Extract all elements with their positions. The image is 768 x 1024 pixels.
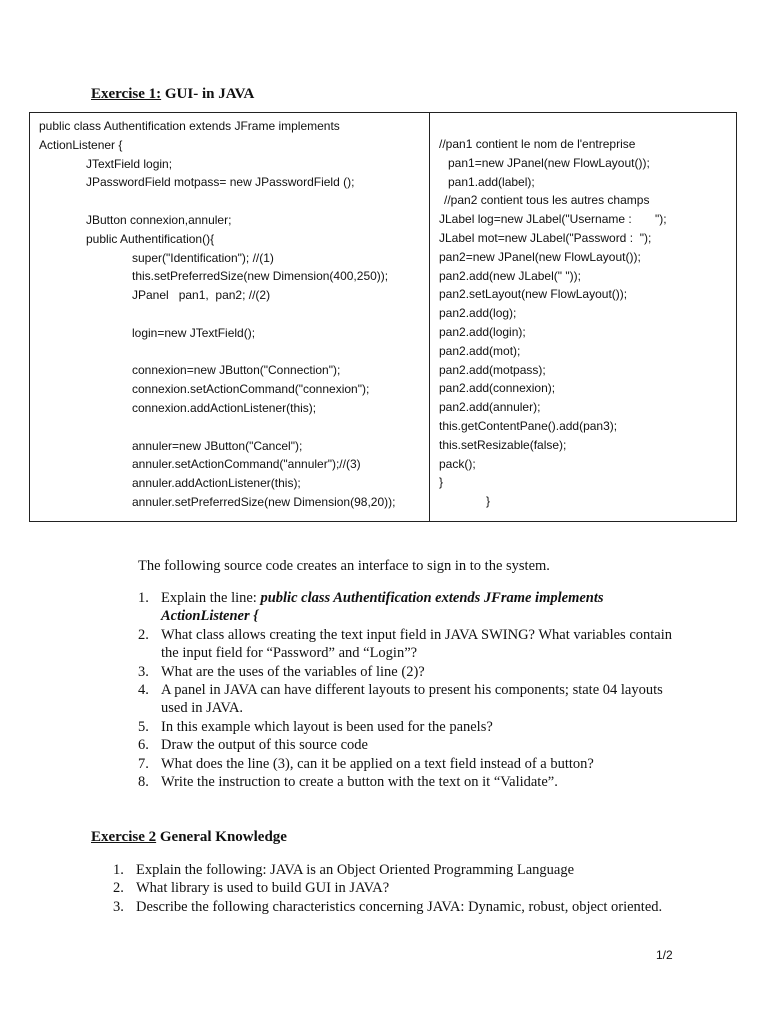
question-item: [138, 718, 678, 736]
question-number: 6.: [138, 737, 149, 754]
question-text-plain: Describe the following characteristics concerning JAVA: Dynamic, robust, object oriented.: [136, 898, 663, 915]
page-number: 1/2: [656, 948, 673, 962]
question-item: [138, 736, 678, 754]
question-number: 3.: [138, 663, 149, 680]
code-line: pan2.add(login);: [439, 324, 526, 339]
code-line: ActionListener {: [39, 137, 123, 152]
question-number: 7.: [138, 755, 149, 772]
question-text-plain: Write the instruction to create a button with the text on it “Validate”.: [161, 774, 558, 791]
question-item: [113, 879, 673, 897]
question-text-plain: In this example which layout is been used for the panels?: [161, 718, 493, 735]
code-line: pan2.add(motpass);: [439, 362, 546, 377]
question-text: [136, 879, 673, 897]
question-item: [138, 681, 678, 718]
code-line: this.setPreferredSize(new Dimension(400,250));: [132, 269, 389, 284]
question-text-plain: What library is used to build GUI in JAVA?: [136, 880, 390, 897]
exercise-2-title: [91, 829, 287, 846]
code-line: JPasswordField motpass= new JPasswordField ();: [86, 175, 355, 190]
code-column-left: [30, 113, 430, 521]
code-line: //pan1 contient le nom de l'entreprise: [439, 137, 636, 151]
question-number: 5.: [138, 718, 149, 735]
question-text: [161, 773, 678, 791]
code-line: annuler.setPreferredSize(new Dimension(98,20));: [132, 494, 396, 509]
question-text: [161, 718, 678, 736]
code-line: JPanel pan1, pan2; //(2): [132, 288, 271, 303]
question-number: 1.: [113, 862, 124, 878]
question-item: [138, 663, 678, 681]
code-line: [39, 418, 429, 437]
code-line: JTextField login;: [86, 156, 173, 171]
exercise-1-label: Exercise 1:: [91, 86, 162, 102]
code-line: }: [486, 494, 491, 509]
code-line: connexion.setActionCommand("connexion");: [132, 382, 370, 397]
code-line: [39, 343, 429, 362]
code-line: pan2.add(mot);: [439, 343, 521, 358]
question-text-plain: Explain the following: JAVA is an Object Oriented Programming Language: [136, 862, 575, 878]
code-line: pan2.add(connexion);: [439, 381, 556, 396]
question-text-plain: What class allows creating the text input field in JAVA SWING? What variables contain the input field for “Password” and “Login”?: [161, 626, 673, 662]
code-line: [39, 305, 429, 324]
question-text: [161, 663, 678, 681]
question-text: [136, 898, 673, 916]
question-text-plain: Explain the line:: [161, 590, 261, 606]
question-item: [138, 626, 678, 663]
code-line: annuler.addActionListener(this);: [132, 476, 301, 491]
code-line: pan2.setLayout(new FlowLayout());: [439, 287, 628, 302]
code-line: this.setResizable(false);: [439, 437, 567, 452]
exercise-2-label: Exercise 2: [91, 829, 157, 845]
code-line: public class Authentification extends JFrame implements: [39, 119, 340, 133]
question-text-plain: A panel in JAVA can have different layouts to present his components; state 04 layouts used in JAVA.: [161, 682, 663, 717]
exercise-1-title: [91, 86, 254, 103]
question-text: [161, 755, 678, 773]
code-line: public Authentification(){: [86, 231, 215, 246]
code-line: annuler.setActionCommand("annuler");//(3): [132, 457, 361, 472]
question-text-plain: What are the uses of the variables of line (2)?: [161, 663, 425, 680]
question-number: 1.: [138, 590, 149, 606]
question-text: [161, 589, 678, 626]
question-item: [138, 589, 678, 626]
question-text: [161, 736, 678, 754]
question-number: 4.: [138, 682, 149, 699]
exercise-2-questions: [113, 861, 673, 916]
question-item: [113, 861, 673, 879]
exercise-2-subject: General Knowledge: [156, 829, 287, 845]
exercise-1-subject: GUI- in JAVA: [161, 86, 255, 102]
question-number: 8.: [138, 774, 149, 791]
code-line: pan2.add(log);: [439, 306, 517, 321]
question-text: [161, 681, 678, 718]
code-line: pan2.add(annuler);: [439, 400, 541, 415]
code-line: JLabel mot=new JLabel("Password : ");: [439, 230, 652, 245]
code-line: connexion.addActionListener(this);: [132, 400, 317, 415]
code-line: pan1.add(label);: [448, 174, 535, 189]
question-text: [136, 861, 673, 879]
code-line: super("Identification"); //(1): [132, 250, 274, 265]
code-line: pan2=new JPanel(new FlowLayout());: [439, 249, 641, 264]
question-code-emphasis: public class Authentification extends JFrame implements ActionListener {: [161, 590, 604, 625]
question-number: 3.: [113, 898, 124, 915]
code-line: JLabel log=new JLabel("Username : ");: [439, 212, 667, 227]
question-text-plain: What does the line (3), can it be applied on a text field instead of a button?: [161, 755, 594, 772]
intro-text: The following source code creates an interface to sign in to the system.: [138, 558, 550, 574]
question-number: 2.: [138, 626, 149, 643]
code-line: connexion=new JButton("Connection");: [132, 363, 341, 378]
question-number: 2.: [113, 880, 124, 897]
code-line: JButton connexion,annuler;: [86, 212, 232, 227]
question-item: [138, 755, 678, 773]
exercise-1-questions: [138, 589, 678, 791]
question-text-plain: Draw the output of this source code: [161, 737, 368, 754]
code-line: //pan2 contient tous les autres champs: [444, 193, 650, 208]
code-line: login=new JTextField();: [132, 325, 256, 340]
question-item: [113, 898, 673, 916]
code-line: }: [439, 475, 444, 490]
code-line: pack();: [439, 456, 476, 471]
code-line: pan1=new JPanel(new FlowLayout());: [448, 155, 650, 170]
code-column-right: [430, 113, 736, 521]
question-item: [138, 773, 678, 791]
code-line: this.getContentPane().add(pan3);: [439, 418, 618, 433]
code-line: [39, 192, 429, 211]
question-text: [161, 626, 678, 663]
code-line: annuler=new JButton("Cancel");: [132, 438, 303, 453]
code-table: [29, 112, 737, 522]
code-line: pan2.add(new JLabel(" "));: [439, 268, 581, 283]
